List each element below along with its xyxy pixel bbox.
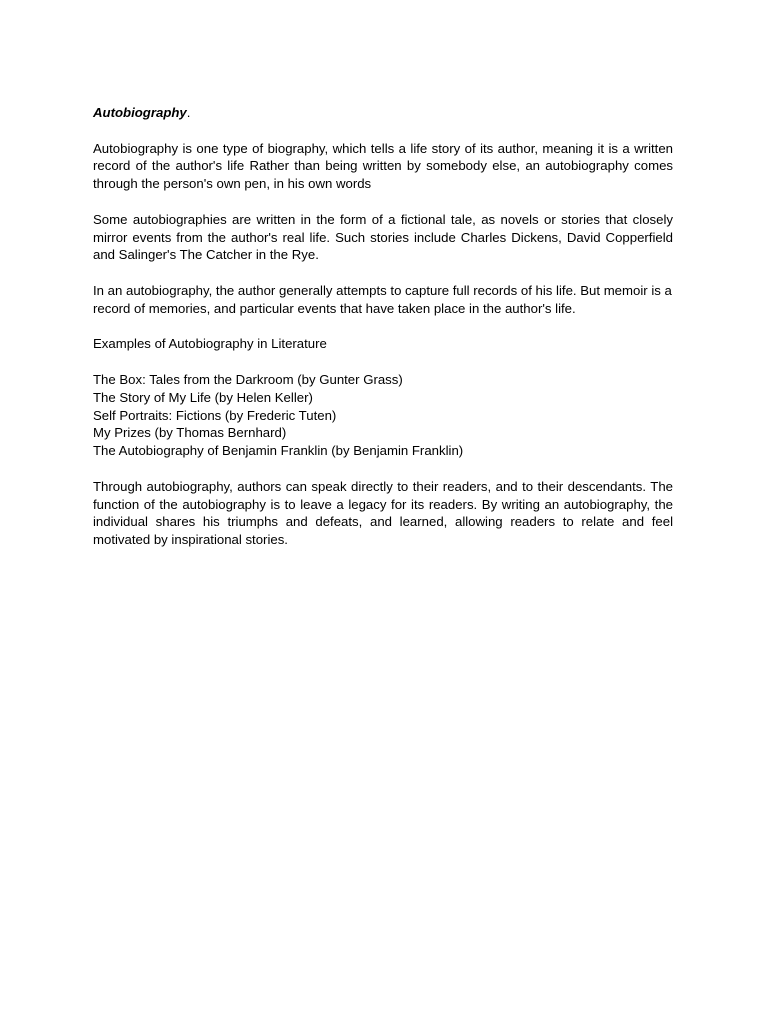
paragraph-closing: Through autobiography, authors can speak directly to their readers, and to their descendants. The function of the autobiography is to leave a legacy for its readers. By writing an autobiography, the individual shares his triumphs and defeats, and learned, allowing readers to relate and feel motivated by inspirational stories. <box>93 478 673 548</box>
paragraph-fictional-tale: Some autobiographies are written in the form of a fictional tale, as novels or stories that closely mirror events from the author's real life. Such stories include Charles Dickens, David Copperfield and Salinger's The Catcher in the Rye. <box>93 211 673 263</box>
list-item: The Box: Tales from the Darkroom (by Gunter Grass) <box>93 371 403 387</box>
paragraph-definition: Autobiography is one type of biography, which tells a life story of its author, meaning it is a written record of the author's life Rather than being written by somebody else, an autobiography comes through the person's own pen, in his own words <box>93 140 673 192</box>
examples-heading: Examples of Autobiography in Literature <box>93 336 327 352</box>
list-item: The Story of My Life (by Helen Keller) <box>93 389 313 405</box>
document-title: Autobiography <box>93 105 187 120</box>
title-period: . <box>186 105 191 120</box>
document-page <box>93 104 673 567</box>
list-item: My Prizes (by Thomas Bernhard) <box>93 425 287 441</box>
title-line <box>93 104 673 122</box>
paragraph-memoir: In an autobiography, the author generally attempts to capture full records of his life. But memoir is a record of memories, and particular events that have taken place in the author's life. <box>93 282 672 316</box>
examples-list <box>93 371 673 460</box>
list-item: Self Portraits: Fictions (by Frederic Tuten) <box>93 407 337 423</box>
list-item: The Autobiography of Benjamin Franklin (by Benjamin Franklin) <box>93 443 464 459</box>
